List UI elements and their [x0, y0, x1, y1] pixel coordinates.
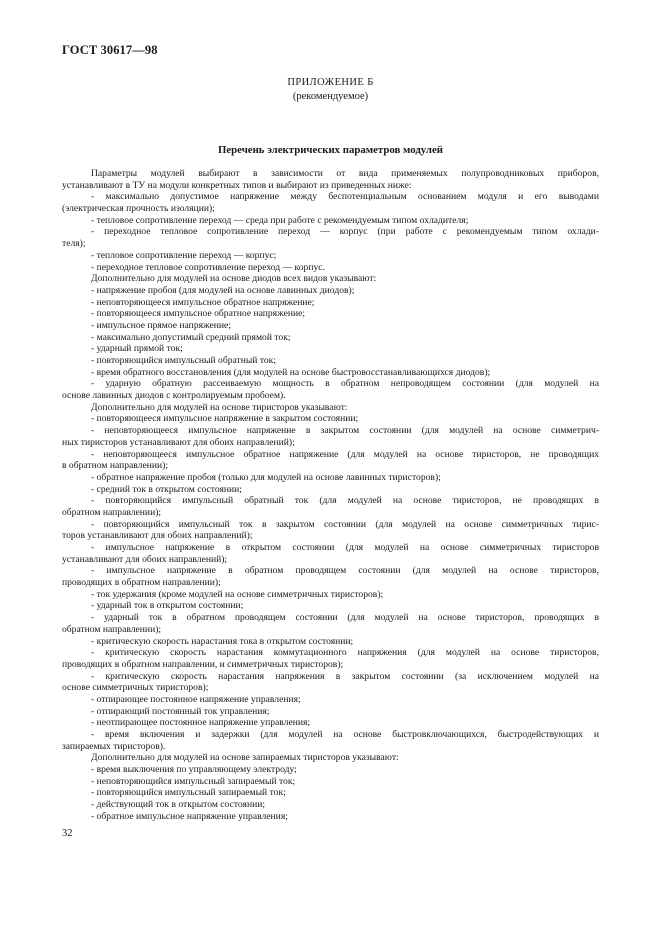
text-line: - неповторяющееся импульсное обратное напряжение (для модулей на основе тиристоров, не проводящих — [91, 448, 599, 460]
text-line: - время включения и задержки (для модулей на основе быстровключающихся, быстродействующих и — [91, 729, 599, 740]
text-line: - максимально допустимый средний прямой ток; — [91, 331, 291, 343]
page-number: 32 — [62, 828, 73, 839]
text-line: - повторяющийся импульсный ток в закрытом состоянии (для модулей на основе симметричных тирис- — [91, 518, 599, 530]
text-line: - повторяющийся импульсный запираемый ток; — [91, 787, 286, 799]
text-line: проводящих в обратном направлении, и симметричных тиристоров); — [62, 658, 344, 670]
text-line: - импульсное прямое напряжение; — [91, 319, 231, 331]
body-text — [62, 168, 599, 823]
text-line: - средний ток в открытом состоянии; — [91, 483, 242, 495]
section-title: Перечень электрических параметров модулей — [217, 144, 443, 156]
text-line: - импульсное напряжение в обратном проводящем состоянии (для модулей на основе тиристоров, — [91, 565, 599, 577]
text-line: - тепловое сопротивление переход — среда при работе с рекомендуемым типом охладителя; — [91, 214, 469, 226]
text-line: - переходное тепловое сопротивление переход — корпус. — [91, 261, 325, 273]
text-line: - обратное напряжение пробоя (только для модулей на основе лавинных тиристоров); — [91, 471, 441, 483]
text-line: - критическую скорость нарастания тока в открытом состоянии; — [91, 635, 354, 647]
text-line: Дополнительно для модулей на основе диодов всех видов указывают: — [91, 273, 377, 285]
text-line: - неповторяющееся импульсное напряжение в закрытом состоянии (для модулей на основе симметрич- — [91, 425, 599, 437]
appendix-subtitle: (рекомендуемое) — [292, 91, 369, 102]
text-line: - отпирающее постоянное напряжение управления; — [91, 693, 301, 705]
text-line: - ударную обратную рассеиваемую мощность в обратном непроводящем состоянии (для модулей на — [91, 378, 599, 390]
text-line: - повторяющийся импульсный обратный ток (для модулей на основе тиристоров, не проводящих в — [91, 495, 599, 507]
text-line: - действующий ток в открытом состоянии; — [91, 799, 266, 811]
text-line: - максимально допустимое напряжение между беспотенциальным основанием модуля и его выводами — [91, 191, 599, 203]
text-line: обратном направлении); — [62, 623, 162, 635]
text-line: - повторяющееся импульсное напряжение в закрытом состоянии; — [91, 413, 359, 425]
text-line: - время обратного восстановления (для модулей на основе быстровосстанавливающихся диодов); — [91, 366, 491, 378]
text-line: обратном направлении); — [62, 506, 162, 518]
text-line: проводящих в обратном направлении); — [62, 577, 221, 589]
text-line: торов устанавливают для обоих направлений); — [62, 530, 253, 542]
text-line: - импульсное напряжение в открытом состоянии (для модулей на основе симметричных тиристоров — [91, 542, 599, 553]
text-line: - напряжение пробоя (для модулей на основе лавинных диодов); — [91, 284, 355, 296]
text-line: основе симметричных тиристоров); — [62, 682, 209, 694]
text-line: Дополнительно для модулей на основе запираемых тиристоров указывают: — [91, 752, 399, 764]
text-line: - неповторяющийся импульсный запираемый ток; — [91, 775, 296, 787]
text-line: - неотпирающее постоянное напряжение управления; — [91, 717, 311, 729]
text-line: Параметры модулей выбирают в зависимости от вида применяемых полупроводниковых приборов, — [91, 168, 599, 179]
text-line: устанавливают для обоих направлений); — [62, 553, 228, 565]
text-line: (электрическая прочность изоляции); — [62, 203, 215, 215]
standard-header: ГОСТ 30617—98 — [62, 43, 158, 57]
text-line: - ударный прямой ток; — [91, 343, 183, 355]
text-line: - ударный ток в обратном проводящем состоянии (для модулей на основе тиристоров, проводящих в — [91, 612, 599, 624]
text-line: - отпирающий постоянный ток управления; — [91, 705, 270, 717]
text-line: устанавливают в ТУ на модули конкретных типов и выбирают из приведенных ниже: — [62, 179, 412, 191]
text-line: - повторяющийся импульсный обратный ток; — [91, 355, 277, 366]
text-line: - тепловое сопротивление переход — корпус; — [91, 249, 277, 261]
text-line: - обратное импульсное напряжение управления; — [91, 810, 288, 822]
text-line: ных тиристоров устанавливают для обоих направлений); — [62, 436, 295, 448]
text-line: - переходное тепловое сопротивление переход — корпус (при работе с рекомендуемым типом охлади- — [91, 226, 599, 238]
text-line: - повторяющееся импульсное обратное напряжение; — [91, 308, 306, 320]
text-line: запираемых тиристоров). — [62, 740, 166, 752]
text-line: - неповторяющееся импульсное обратное напряжение; — [91, 296, 315, 308]
text-line: - время выключения по управляющему электроду; — [91, 764, 297, 776]
text-line: теля); — [62, 238, 86, 250]
text-line: - ударный ток в открытом состоянии; — [91, 600, 244, 612]
text-line: - ток удержания (кроме модулей на основе симметричных тиристоров); — [91, 588, 384, 600]
text-line: Дополнительно для модулей на основе тиристоров указывают: — [91, 401, 348, 413]
text-line: в обратном направлении); — [62, 460, 168, 472]
text-line: основе лавинных диодов с контролируемым пробоем). — [62, 390, 286, 402]
appendix-title: ПРИЛОЖЕНИЕ Б — [287, 77, 374, 88]
text-line: - критическую скорость нарастания коммутационного напряжения (для модулей на основе тиристоров, — [91, 647, 599, 659]
text-line: - критическую скорость нарастания напряжения в закрытом состоянии (за исключением модулей на — [91, 670, 599, 682]
